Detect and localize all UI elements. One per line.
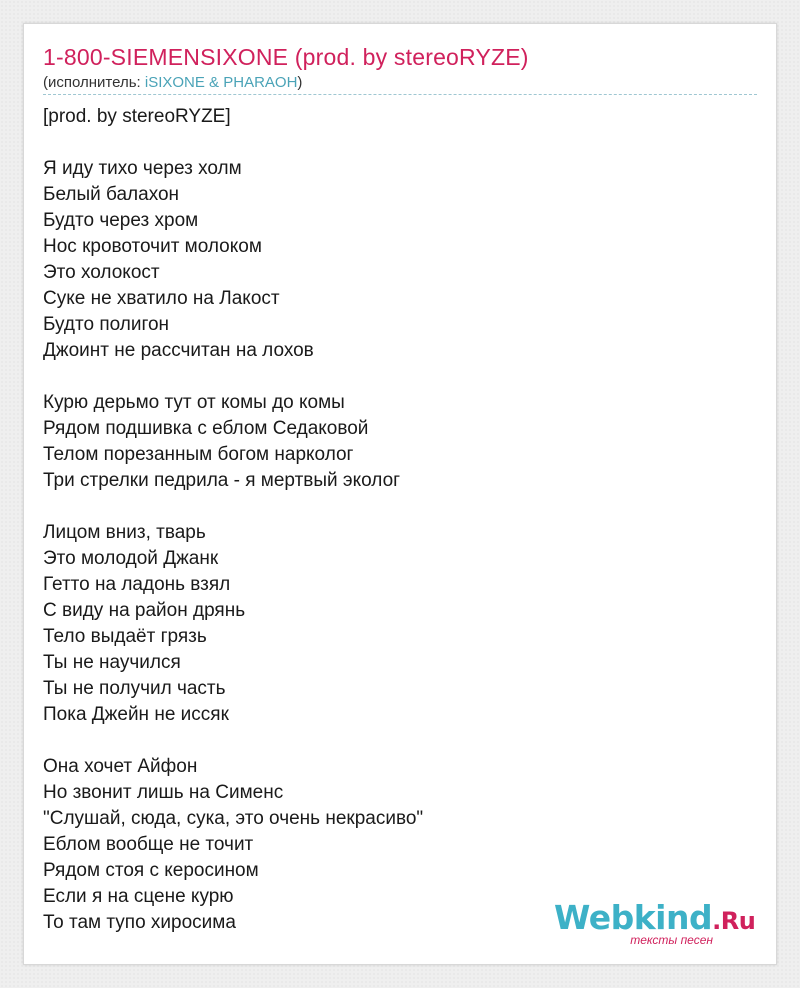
- stanza-gap: [43, 728, 423, 754]
- lyric-line: Будто полигон: [43, 314, 170, 335]
- lyric-line: То там тупо хиросима: [43, 912, 236, 933]
- lyric-line: Белый балахон: [43, 184, 180, 205]
- lyric-line: С виду на район дрянь: [43, 600, 246, 621]
- logo-tagline: тексты песен: [630, 933, 713, 947]
- lyric-line: Но звонит лишь на Сименс: [43, 782, 284, 803]
- stanza-gap: [43, 130, 423, 156]
- lyric-line: Тело выдаёт грязь: [43, 626, 207, 647]
- lyric-line: Рядом подшивка с еблом Седаковой: [43, 418, 369, 439]
- artist-suffix: ): [297, 74, 303, 91]
- lyric-line: Это холокост: [43, 262, 160, 283]
- lyrics-card: [23, 23, 777, 965]
- lyric-line: Я иду тихо через холм: [43, 158, 242, 179]
- header-divider: [43, 94, 757, 95]
- lyric-line: Курю дерьмо тут от комы до комы: [43, 392, 345, 413]
- lyric-line: Джоинт не рассчитан на лохов: [43, 340, 314, 361]
- lyric-line: Ты не научился: [43, 652, 181, 673]
- lyric-line: Лицом вниз, тварь: [43, 522, 206, 543]
- lyric-line: Ты не получил часть: [43, 678, 226, 699]
- lyrics-intro: [prod. by stereoRYZE]: [43, 106, 231, 127]
- song-title: 1-800-SIEMENSIXONE (prod. by stereoRYZE): [43, 44, 529, 70]
- site-logo[interactable]: [549, 898, 756, 948]
- lyric-line: Гетто на ладонь взял: [43, 574, 231, 595]
- lyric-line: Еблом вообще не точит: [43, 834, 254, 855]
- artist-prefix: (исполнитель:: [43, 74, 145, 91]
- logo-tld: .Ru: [712, 907, 756, 935]
- lyrics-text: [43, 104, 423, 936]
- logo-word: Webkind: [554, 898, 713, 937]
- artist-link[interactable]: iSIXONE & PHARAOH: [144, 74, 298, 91]
- lyric-line: Если я на сцене курю: [43, 886, 234, 907]
- stanza-gap: [43, 494, 423, 520]
- lyric-line: Пока Джейн не иссяк: [43, 704, 229, 725]
- artist-line: [43, 74, 302, 91]
- lyric-line: "Слушай, сюда, сука, это очень некрасиво": [43, 808, 424, 829]
- stanza-gap: [43, 364, 423, 390]
- lyric-line: Будто через хром: [43, 210, 199, 231]
- lyric-line: Это молодой Джанк: [43, 548, 219, 569]
- lyric-line: Три стрелки педрила - я мертвый эколог: [43, 470, 401, 491]
- logo-wordmark: [554, 898, 755, 937]
- lyric-line: Она хочет Айфон: [43, 756, 198, 777]
- lyric-line: Телом порезанным богом нарколог: [43, 444, 354, 465]
- lyric-line: Суке не хватило на Лакост: [43, 288, 280, 309]
- lyric-line: Нос кровоточит молоком: [43, 236, 262, 257]
- lyric-line: Рядом стоя с керосином: [43, 860, 259, 881]
